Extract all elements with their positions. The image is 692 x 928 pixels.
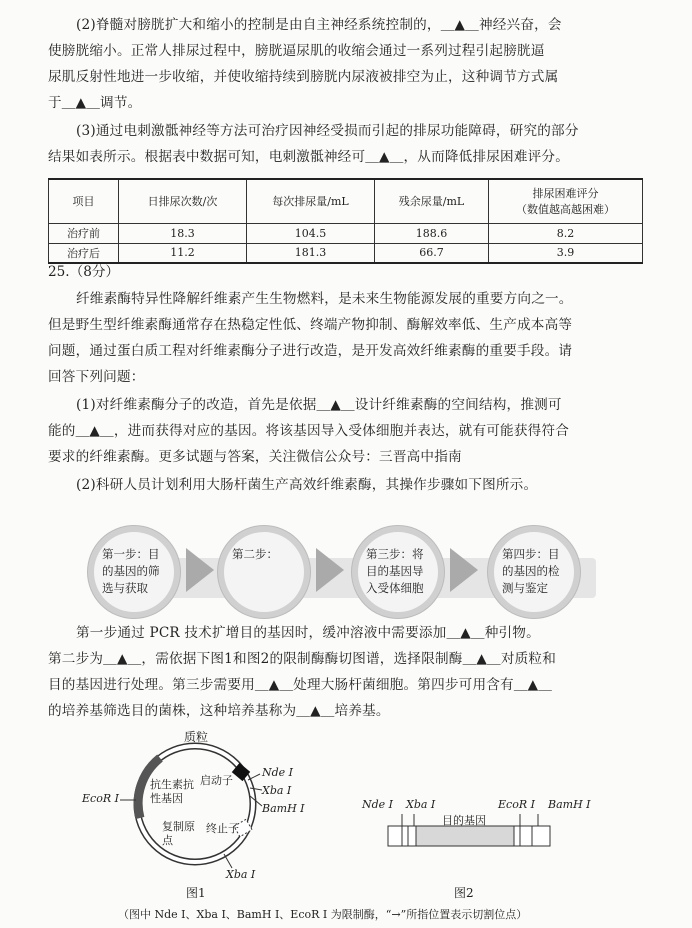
- q2-line-4: 于＿▲＿调节。: [48, 95, 142, 111]
- q25-1-line-2: 能的＿▲＿，进而获得对应的基因。将该基因导入受体细胞并表达，就有可能获得符合: [48, 423, 570, 439]
- table-cell: 8.2: [489, 223, 643, 243]
- fig2-bamh-label: BamH Ⅰ: [548, 798, 591, 811]
- fig2-nde-label: Nde Ⅰ: [362, 798, 394, 811]
- flow-step-3: 第三步：将目的基因导入受体细胞: [352, 526, 444, 618]
- fig1-promoter-label: 启动子: [200, 774, 233, 787]
- table-cell: 104.5: [247, 223, 375, 243]
- flow-step-2: 第二步：: [218, 526, 310, 618]
- fig1-antibiotic-label: 抗生素抗性基因: [150, 778, 194, 805]
- table-row: [49, 223, 643, 243]
- table-cell: 18.3: [119, 223, 247, 243]
- flow-arrow-icon: [186, 548, 214, 592]
- table-header: 项目: [49, 179, 119, 223]
- question-25-label: 25.（8分）: [48, 264, 120, 280]
- flow-arrow-icon: [316, 548, 344, 592]
- results-table: [48, 178, 643, 264]
- table-header-note: （数值越高越困难）: [516, 203, 615, 217]
- q3-line-2: 结果如表所示。根据表中数据可知，电刺激骶神经可＿▲＿，从而降低排尿困难评分。: [48, 149, 570, 165]
- fig1-title: 质粒: [184, 730, 209, 744]
- table-cell: 3.9: [489, 243, 643, 263]
- fig1-xba-label: Xba Ⅰ: [262, 784, 292, 797]
- flow-arrow-icon: [450, 548, 478, 592]
- plasmid-diagram: [120, 746, 262, 868]
- q2-line-1: (2)脊髓对膀胱扩大和缩小的控制是由自主神经系统控制的，＿▲＿神经兴奋，会: [76, 17, 562, 33]
- flow-step-4: 第四步：目的基因的检测与鉴定: [488, 526, 580, 618]
- table-cell: 治疗后: [49, 243, 119, 263]
- table-header-row: [49, 179, 643, 223]
- target-gene-region: [416, 826, 514, 846]
- table-cell: 181.3: [247, 243, 375, 263]
- figure-svg: [0, 722, 692, 928]
- q25-intro-3: 问题，通过蛋白质工程对纤维素酶分子进行改造，是开发高效纤维素酶的重要手段。请: [48, 343, 573, 359]
- table-cell: 188.6: [375, 223, 489, 243]
- fig1-bamh-label: BamH Ⅰ: [262, 802, 305, 815]
- fig1-caption: 图1: [186, 886, 206, 900]
- table-cell: 66.7: [375, 243, 489, 263]
- q25-2-line-1: (2)科研人员计划利用大肠杆菌生产高效纤维素酶，其操作步骤如下图所示。: [76, 477, 538, 493]
- q2-line-2: 使膀胱缩小。正常人排尿过程中，膀胱逼尿肌的收缩会通过一系列过程引起膀胱逼: [48, 43, 545, 59]
- q25-intro-1: 纤维素酶特异性降解纤维素产生生物燃料，是未来生物能源发展的重要方向之一。: [76, 291, 573, 307]
- table-cell: 治疗前: [49, 223, 119, 243]
- q25-2-line-4: 目的基因进行处理。第三步需要用＿▲＿处理大肠杆菌细胞。第四步可用含有＿▲＿: [48, 677, 553, 693]
- q3-line-1: (3)通过电刺激骶神经等方法可治疗因神经受损而引起的排尿功能障碍，研究的部分: [76, 123, 579, 139]
- q25-intro-4: 回答下列问题：: [48, 369, 145, 385]
- table-header: [489, 179, 643, 223]
- q2-line-3: 尿肌反射性地进一步收缩，并使收缩持续到膀胱内尿液被排空为止，这种调节方式属: [48, 69, 559, 85]
- fig1-ecor-label: EcoR Ⅰ: [82, 792, 119, 805]
- fig1-ori-label: 复制原点: [162, 820, 195, 847]
- fig2-caption: 图2: [454, 886, 474, 900]
- table-header: 日排尿次数/次: [119, 179, 247, 223]
- fig2-gene-label: 目的基因: [442, 814, 486, 827]
- fig1-nde-label: Nde Ⅰ: [262, 766, 294, 779]
- table-header: 每次排尿量/mL: [247, 179, 375, 223]
- fig2-ecor-label: EcoR Ⅰ: [498, 798, 535, 811]
- q25-1-line-1: (1)对纤维素酶分子的改造，首先是依据＿▲＿设计纤维素酶的空间结构，推测可: [76, 397, 562, 413]
- table-header-score: 排尿困难评分: [532, 187, 599, 201]
- table-cell: 11.2: [119, 243, 247, 263]
- fig1-terminator-label: 终止子: [206, 822, 239, 835]
- table-row: [49, 243, 643, 263]
- fig1-xba-bottom-label: Xba Ⅰ: [226, 868, 256, 881]
- fig2-xba-label: Xba Ⅰ: [406, 798, 436, 811]
- q25-intro-2: 但是野生型纤维素酶通常存在热稳定性低、终端产物抑制、酶解效率低、生产成本高等: [48, 317, 573, 333]
- figures: [0, 722, 692, 928]
- figure-footnote: （图中 Nde Ⅰ、Xba Ⅰ、BamH Ⅰ、EcoR Ⅰ 为限制酶，“→”所指位置表示切割位点）: [118, 908, 528, 921]
- q25-2-line-5: 的培养基筛选目的菌株，这种培养基称为＿▲＿培养基。: [48, 703, 390, 719]
- flow-step-1: 第一步：目的基因的筛选与获取: [88, 526, 180, 618]
- procedure-flowchart: [88, 522, 608, 624]
- xba-bottom-pointer: [224, 854, 232, 868]
- q25-2-line-3: 第二步为＿▲＿，需依据下图1和图2的限制酶酶切图谱，选择限制酶＿▲＿对质粒和: [48, 651, 556, 667]
- q25-2-line-2: 第一步通过 PCR 技术扩增目的基因时，缓冲溶液中需要添加＿▲＿种引物。: [76, 625, 540, 641]
- q25-1-line-3: 要求的纤维素酶。更多试题与答案，关注微信公众号：三晋高中指南: [48, 449, 462, 465]
- table-header: 残余尿量/mL: [375, 179, 489, 223]
